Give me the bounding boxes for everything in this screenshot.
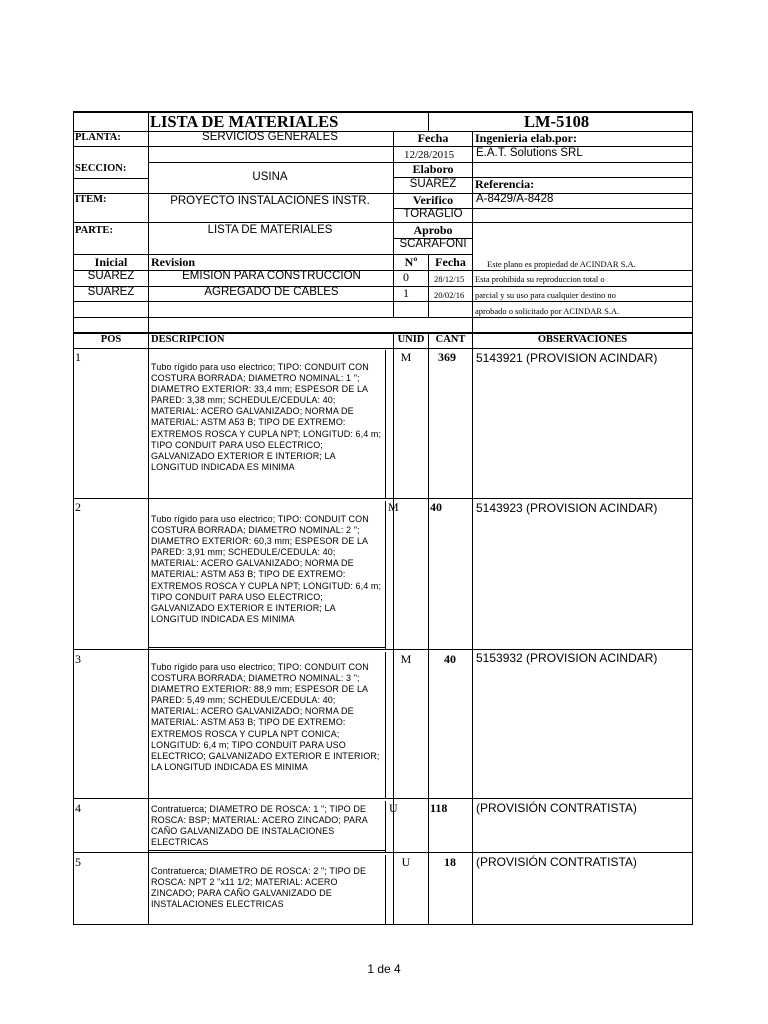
value-planta: SERVICIOS GENERALES <box>202 131 338 143</box>
rev-header-fecha: Fecha <box>435 255 466 269</box>
col-header-unid: UNID <box>397 334 425 345</box>
row-pos: 3 <box>75 652 81 666</box>
row-quantity: 118 <box>430 801 448 815</box>
col-header-obs: OBSERVACIONES <box>537 334 628 345</box>
value-parte: LISTA DE MATERIALES <box>207 224 333 236</box>
col-header-pos: POS <box>100 334 122 345</box>
row-description: Contratuerca; DIAMETRO DE ROSCA: 2 "; TIPO DE ROSCA: NPT 2 "x11 1/2; MATERIAL: ACERO ZINCADO; PARA CAÑO GALVANIZADO DE INSTALACIONES ELECTRICAS <box>151 866 367 910</box>
rev-note-line-2: Esta prohibida su reproduccion total o <box>475 274 605 284</box>
row-unit: M <box>400 652 412 666</box>
rev-header-inicial: Inicial <box>94 255 128 269</box>
rev-row-1-num: 0 <box>403 270 409 284</box>
rev-header-revision: Revision <box>151 255 196 269</box>
document-code: LM-5108 <box>524 112 590 131</box>
rev-row-2-num: 1 <box>403 286 409 300</box>
row-unit: M <box>400 350 412 364</box>
rev-row-1-inicial: SUAREZ <box>87 270 135 282</box>
row-description: Contratuerca; DIAMETRO DE ROSCA: 1 "; TIPO DE ROSCA: BSP; MATERIAL: ACERO ZINCADO; PARA CAÑO GALVANIZADO DE INSTALACIONES ELECTRICAS <box>151 804 368 848</box>
col-header-cant: CANT <box>435 334 466 345</box>
rev-note-line-4: aprobado o solicitado por ACINDAR S.A. <box>475 306 620 316</box>
row-description: Tubo rígido para uso electrico; TIPO: CONDUIT CON COSTURA BORRADA; DIAMETRO NOMINAL: 2 "; DIAMETRO EXTERIOR: 60,3 mm; ESPESOR DE LA PARED: 3,91 mm; SCHEDULE/CEDULA: 40; MATERIAL: ACERO GALVANIZADO; NORMA DE MATERIAL: ASTM A53 B; TIPO DE EXTREMO: EXTREMOS ROSCA Y CUPLA NPT; LONGITUD: 6,4 m; TIPO CONDUIT PARA USO ELECTRICO; GALVANIZADO EXTERIOR E INTERIOR; LA LONGITUD INDICADA ES MINIMA <box>151 514 382 624</box>
label-seccion: SECCION: <box>75 163 127 174</box>
row-quantity: 40 <box>430 500 442 514</box>
rev-row-1-fecha: 28/12/15 <box>434 274 465 284</box>
value-aprobo: SCARAFONI <box>399 238 467 250</box>
row-quantity: 40 <box>444 652 456 666</box>
value-referencia: A-8429/A-8428 <box>476 193 554 205</box>
label-verifico: Verifico <box>412 193 454 207</box>
row-observations: 5143921 (PROVISION ACINDAR) <box>476 351 658 365</box>
row-pos: 1 <box>75 350 81 364</box>
row-description: Tubo rígido para uso electrico; TIPO: CONDUIT CON COSTURA BORRADA; DIAMETRO NOMINAL: 3 "; DIAMETRO EXTERIOR: 88,9 mm; ESPESOR DE LA PARED: 5,49 mm; SCHEDULE/CEDULA: 40; MATERIAL: ACERO GALVANIZADO; NORMA DE MATERIAL: ASTM A53 B; TIPO DE EXTREMO: EXTREMOS ROSCA Y CUPLA NPT CONICA; LONGITUD: 6,4 m; TIPO CONDUIT PARA USO ELECTRICO; GALVANIZADO EXTERIOR E INTERIOR; LA LONGITUD INDICADA ES MINIMA <box>151 662 380 772</box>
rev-row-2-inicial: SUAREZ <box>87 286 135 298</box>
value-fecha: 12/28/2015 <box>404 149 455 161</box>
label-planta: PLANTA: <box>75 132 121 143</box>
row-pos: 4 <box>75 801 81 815</box>
row-description: Tubo rígido para uso electrico; TIPO: CONDUIT CON COSTURA BORRADA; DIAMETRO NOMINAL: 1 "; DIAMETRO EXTERIOR: 33,4 mm; ESPESOR DE LA PARED: 3,38 mm; SCHEDULE/CEDULA: 40; MATERIAL: ACERO GALVANIZADO; NORMA DE MATERIAL: ASTM A53 B; TIPO DE EXTREMO: EXTREMOS ROSCA Y CUPLA NPT; LONGITUD: 6,4 m; TIPO CONDUIT PARA USO ELECTRICO; GALVANIZADO EXTERIOR E INTERIOR; LA LONGITUD INDICADA ES MINIMA <box>151 362 382 472</box>
label-parte: PARTE: <box>75 225 113 236</box>
row-quantity: 369 <box>438 350 456 364</box>
value-item: PROYECTO INSTALACIONES INSTR. <box>170 195 370 207</box>
value-verifico: TORAGLIO <box>403 208 463 220</box>
value-seccion: USINA <box>252 171 288 183</box>
row-unit: U <box>389 801 398 815</box>
row-observations: (PROVISIÓN CONTRATISTA) <box>476 855 637 869</box>
label-fecha: Fecha <box>417 131 449 145</box>
rev-row-2-revision: AGREGADO DE CABLES <box>204 286 339 298</box>
row-unit: U <box>401 855 411 869</box>
rev-row-2-fecha: 20/02/16 <box>434 290 465 300</box>
rev-header-num: Nº <box>404 255 418 269</box>
row-observations: 5153932 (PROVISION ACINDAR) <box>476 651 658 665</box>
row-observations: (PROVISIÓN CONTRATISTA) <box>476 801 637 815</box>
label-referencia: Referencia: <box>475 177 535 191</box>
label-elaboro: Elaboro <box>412 162 454 176</box>
row-observations: 5143923 (PROVISION ACINDAR) <box>476 501 658 515</box>
row-quantity: 18 <box>444 855 456 869</box>
label-item: ITEM: <box>75 194 107 205</box>
value-ingenieria: E.A.T. Solutions SRL <box>476 147 583 159</box>
rev-row-1-revision: EMISION PARA CONSTRUCCION <box>182 270 361 282</box>
row-pos: 5 <box>75 855 81 869</box>
page-number: 1 de 4 <box>367 962 401 976</box>
rev-note-line-1: Este plano es propiedad de ACINDAR S.A. <box>487 259 636 269</box>
col-header-desc: DESCRIPCION <box>151 334 225 345</box>
row-pos: 2 <box>75 500 81 514</box>
value-elaboro: SUAREZ <box>409 178 457 190</box>
label-aprobo: Aprobo <box>413 223 453 237</box>
label-ingenieria: Ingenieria elab.por: <box>475 131 577 145</box>
row-unit: M <box>388 500 399 514</box>
rev-note-line-3: parcial y su uso para cualquier destino no <box>475 290 616 300</box>
document-title: LISTA DE MATERIALES <box>150 112 339 131</box>
